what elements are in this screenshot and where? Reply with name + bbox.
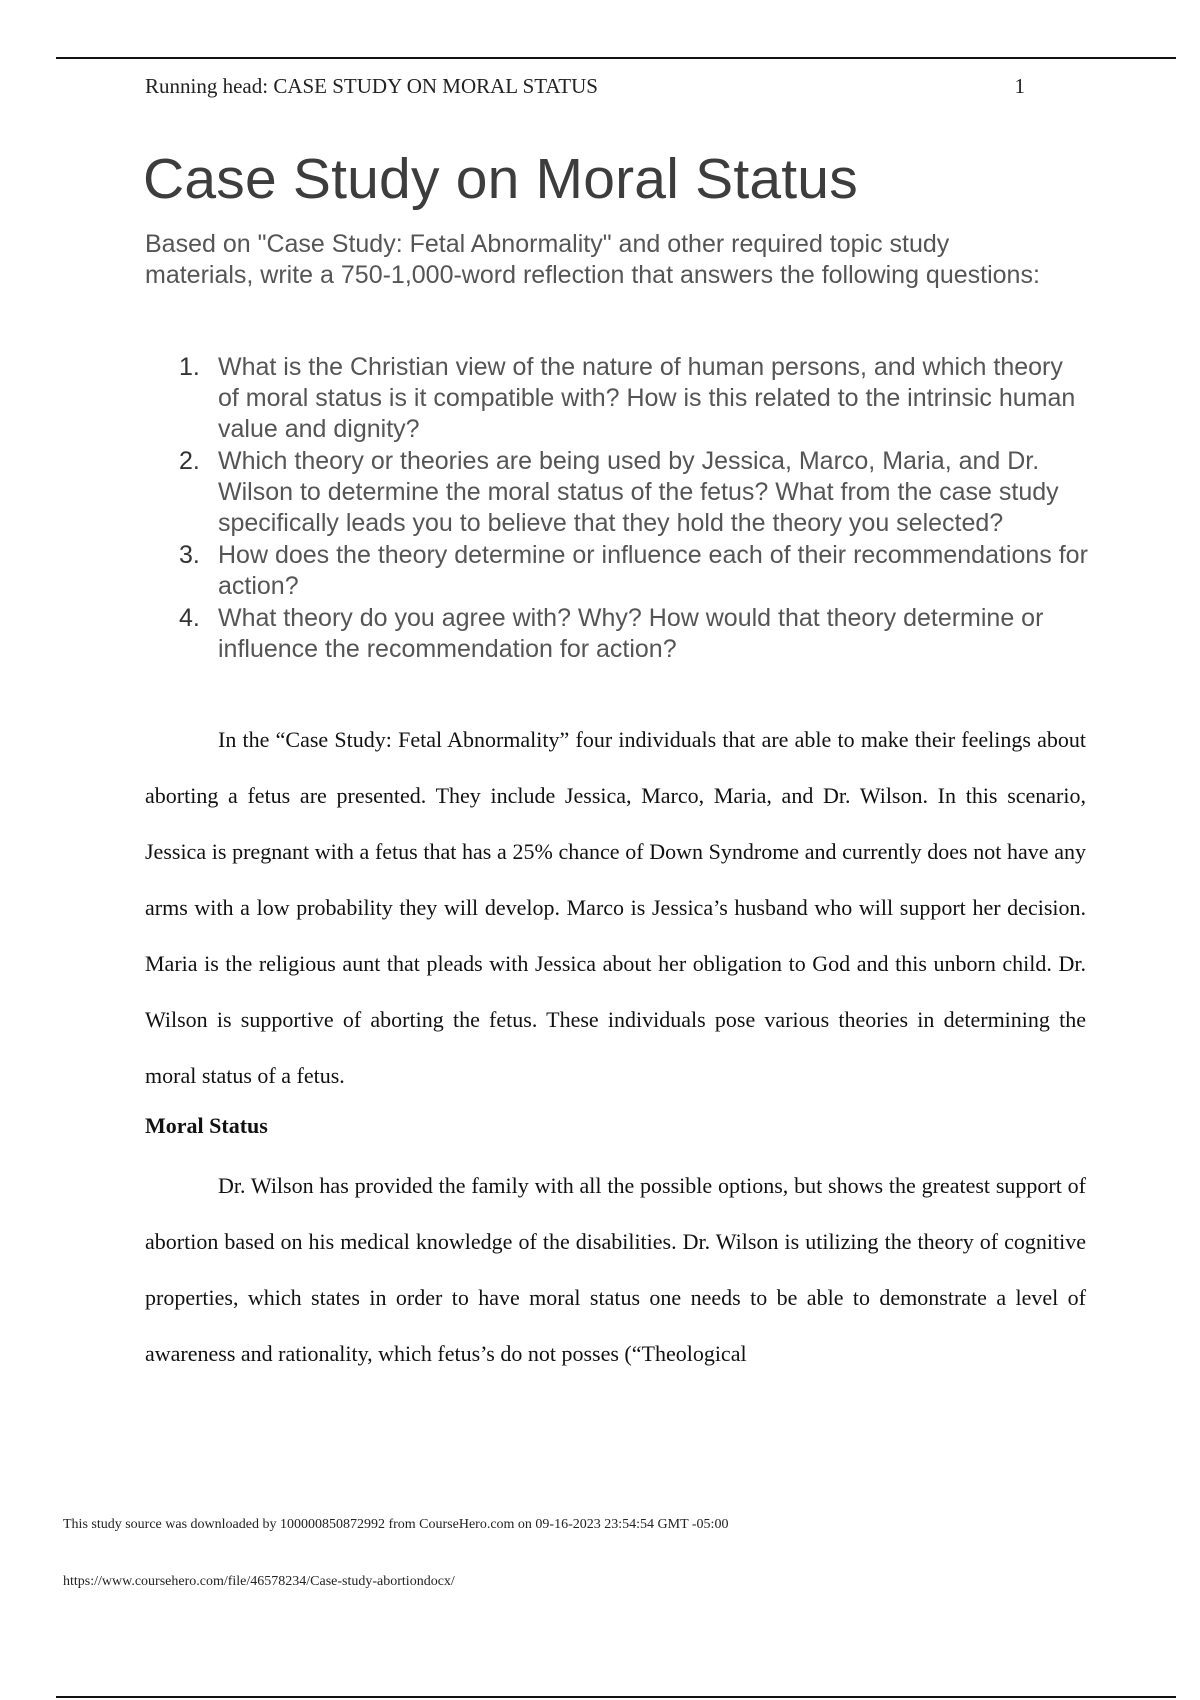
bottom-rule	[56, 1696, 1176, 1698]
moral-status-paragraph: Dr. Wilson has provided the family with all the possible options, but shows the greatest support of abortion based on his medical knowledge of the disabilities. Dr. Wilson is utilizing the theory of cognitive properties, which states in order to have moral status one needs to be able to demonstrate a level of awareness and rationality, which fetus’s do not posses (“Theological	[145, 1173, 1086, 1366]
question-text: What theory do you agree with? Why? How would that theory determine or influence the recommendation for action?	[218, 604, 1044, 663]
running-head-label: Running head: CASE STUDY ON MORAL STATUS	[145, 74, 598, 98]
top-rule	[56, 57, 1176, 59]
document-title: Case Study on Moral Status	[143, 147, 858, 211]
running-head	[145, 74, 1025, 99]
page-number: 1	[1014, 74, 1025, 98]
question-number: 1.	[179, 353, 200, 381]
question-item	[145, 352, 1090, 445]
question-text: Which theory or theories are being used by Jessica, Marco, Maria, and Dr. Wilson to determine the moral status of the fetus? What from the case study specifically leads you to believe that they hold the theory you selected?	[218, 447, 1059, 537]
assignment-prompt: Based on "Case Study: Fetal Abnormality" and other required topic study materials, write a 750-1,000-word reflection that answers the following questions:	[145, 230, 1040, 289]
question-number: 3.	[179, 541, 200, 569]
download-source-notice: This study source was downloaded by 100000850872992 from CourseHero.com on 09-16-2023 23:54:54 GMT -05:00	[63, 1517, 729, 1532]
question-list	[145, 352, 1090, 666]
question-number: 2.	[179, 447, 200, 475]
section-heading-moral-status: Moral Status	[145, 1113, 268, 1138]
question-text: How does the theory determine or influence each of their recommendations for action?	[218, 541, 1088, 600]
source-url[interactable]: https://www.coursehero.com/file/46578234/Case-study-abortiondocx/	[63, 1574, 455, 1589]
question-number: 4.	[179, 604, 200, 632]
intro-paragraph: In the “Case Study: Fetal Abnormality” four individuals that are able to make their feelings about aborting a fetus are presented. They include Jessica, Marco, Maria, and Dr. Wilson. In this scenario, Jessica is pregnant with a fetus that has a 25% chance of Down Syndrome and currently does not have any arms with a low probability they will develop. Marco is Jessica’s husband who will support her decision. Maria is the religious aunt that pleads with Jessica about her obligation to God and this unborn child. Dr. Wilson is supportive of aborting the fetus. These individuals pose various theories in determining the moral status of a fetus.	[145, 727, 1086, 1088]
question-item	[145, 603, 1090, 665]
question-text: What is the Christian view of the nature of human persons, and which theory of moral status is it compatible with? How is this related to the intrinsic human value and dignity?	[218, 353, 1076, 443]
question-item	[145, 446, 1090, 539]
question-item	[145, 540, 1090, 602]
